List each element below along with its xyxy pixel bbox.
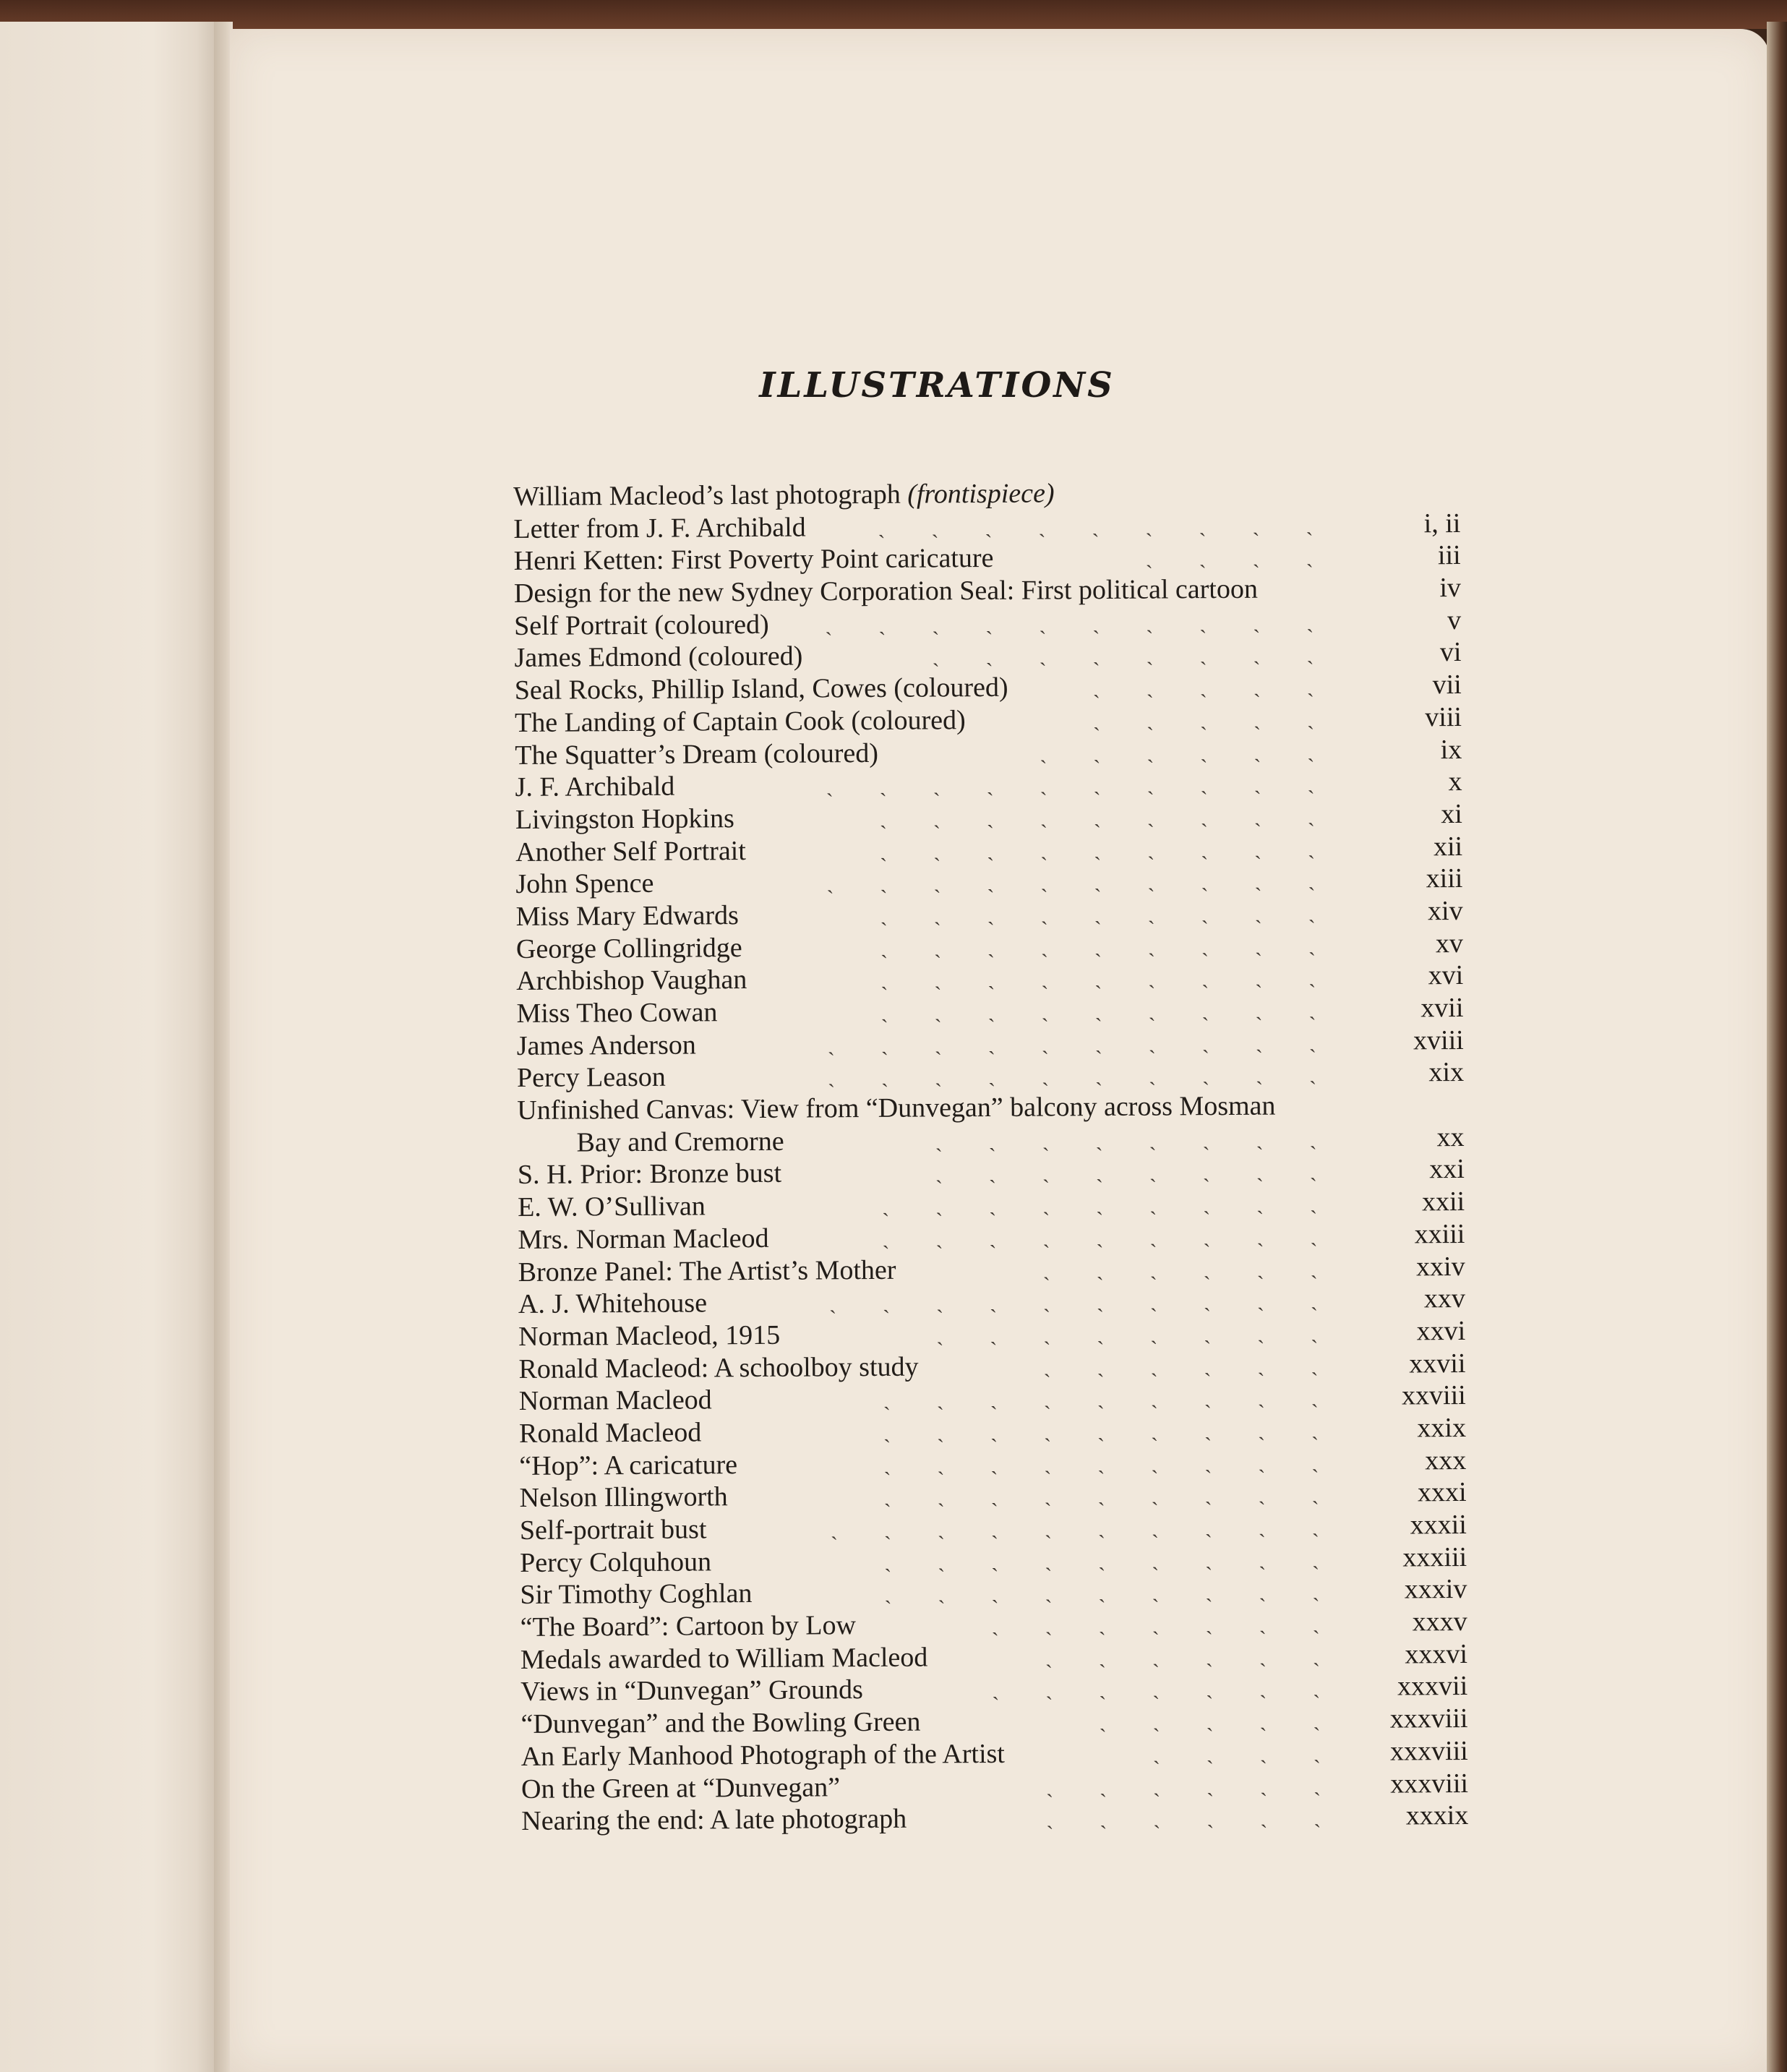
- page-number: xxii: [1421, 1186, 1465, 1217]
- list-item: [519, 1379, 1466, 1418]
- illustration-title: Letter from J. F. Archibald: [513, 512, 806, 544]
- page-number: x: [1448, 766, 1462, 797]
- page-number: xxiii: [1414, 1218, 1465, 1250]
- list-item: [518, 1186, 1465, 1224]
- list-item: [518, 1250, 1465, 1288]
- list-item: [518, 1153, 1465, 1191]
- dot-leader: ˏˏˏˏˏˏ: [1046, 1804, 1368, 1830]
- dot-leader: ˏˏˏˏˏˏˏˏ: [932, 641, 1360, 667]
- illustrations-list: [513, 475, 1468, 1838]
- dot-leader: ˏˏˏˏˏˏˏˏˏ: [882, 1189, 1364, 1217]
- page-number: xxvi: [1416, 1315, 1466, 1347]
- page-number: xix: [1428, 1057, 1465, 1088]
- book-cover-edge: [0, 0, 1787, 29]
- dot-leader: ˏˏˏˏˏˏˏˏˏ: [880, 964, 1363, 991]
- page-number: xvii: [1420, 992, 1464, 1024]
- page-edge: [1767, 22, 1787, 2072]
- illustration-title: Views in “Dunvegan” Grounds: [520, 1674, 864, 1708]
- dot-leader: ˏˏˏˏˏˏˏˏˏ: [882, 1222, 1364, 1249]
- page-number: xxiv: [1415, 1251, 1465, 1282]
- dot-leader: ˏˏˏˏˏˏˏˏˏ: [883, 1481, 1366, 1508]
- list-item: [519, 1444, 1466, 1483]
- page-number: i, ii: [1423, 508, 1461, 539]
- page-number: vi: [1439, 637, 1462, 668]
- illustration-title: The Landing of Captain Cook (coloured): [514, 704, 966, 738]
- illustration-title: Nelson Illingworth: [519, 1481, 728, 1514]
- list-item: [514, 636, 1461, 675]
- page-number: xi: [1441, 798, 1462, 830]
- page-number: xxv: [1423, 1283, 1466, 1314]
- illustration-title: The Squatter’s Dream (coloured): [515, 737, 879, 771]
- illustration-title: Livingston Hopkins: [515, 803, 734, 835]
- page-number: xxxiii: [1402, 1541, 1467, 1573]
- dot-leader: ˏˏˏˏˏˏˏ: [991, 1609, 1366, 1637]
- page-number: xxix: [1417, 1412, 1467, 1444]
- list-item: [516, 928, 1463, 966]
- list-item: [516, 959, 1463, 998]
- dot-leader: ˏˏˏˏˏˏˏˏˏ: [884, 1577, 1366, 1605]
- list-item: [520, 1573, 1467, 1611]
- list-item: [518, 1218, 1465, 1257]
- page-number: ix: [1440, 734, 1462, 765]
- list-item: [515, 766, 1462, 804]
- page-number: xxvii: [1409, 1348, 1466, 1379]
- list-item: [515, 798, 1462, 836]
- list-item: [521, 1735, 1468, 1773]
- list-item: [516, 992, 1463, 1030]
- list-item: [514, 604, 1461, 643]
- list-item: [519, 1412, 1466, 1450]
- dot-leader: ˏˏˏˏˏˏˏˏ: [935, 1125, 1363, 1152]
- list-item: [518, 1348, 1465, 1386]
- illustration-title: Mrs. Norman Macleod: [518, 1223, 769, 1255]
- dot-leader: ˏˏˏˏˏˏˏˏˏ: [880, 899, 1362, 926]
- list-item: [514, 572, 1461, 610]
- dot-leader: ˏˏˏˏˏˏˏˏ: [936, 1319, 1365, 1346]
- list-item: [517, 1024, 1464, 1063]
- page-number: xxx: [1425, 1444, 1467, 1476]
- illustration-title: James Anderson: [516, 1029, 696, 1061]
- illustration-title: Norman Macleod: [518, 1384, 712, 1417]
- page-number: xxxviii: [1389, 1735, 1468, 1767]
- illustration-note: (frontispiece): [900, 478, 1055, 510]
- dot-leader: ˏˏˏˏˏˏ: [1045, 1642, 1367, 1669]
- list-item: [520, 1703, 1467, 1741]
- list-item: [515, 701, 1462, 740]
- page-title: ILLUSTRATIONS: [759, 365, 1115, 406]
- dot-leader: ˏˏˏˏˏˏ: [1043, 1351, 1365, 1378]
- illustration-title: Design for the new Sydney Corporation Seal: First political cartoon: [513, 573, 1259, 609]
- dot-leader: ˏˏˏˏˏ: [1099, 1706, 1367, 1733]
- dot-leader: ˏˏˏˏˏˏˏˏˏˏ: [827, 1028, 1363, 1056]
- list-item: [520, 1509, 1467, 1547]
- list-item: [521, 1799, 1468, 1838]
- list-item: [517, 1056, 1464, 1095]
- illustration-title: Self Portrait (coloured): [514, 609, 769, 641]
- illustration-title: E. W. O’Sullivan: [518, 1191, 706, 1223]
- left-page: [0, 22, 218, 2072]
- page-number: xxi: [1429, 1154, 1465, 1185]
- illustration-title: An Early Manhood Photograph of the Artist: [520, 1738, 1006, 1772]
- list-item: [513, 475, 1460, 513]
- dot-leader: ˏˏˏˏˏˏˏˏˏ: [883, 1448, 1366, 1476]
- dot-leader: ˏˏˏˏˏ: [1092, 672, 1360, 699]
- list-item: [515, 862, 1462, 901]
- page-number: xxxv: [1412, 1606, 1467, 1638]
- illustration-title: James Edmond (coloured): [514, 641, 803, 674]
- page-number: vii: [1432, 669, 1462, 701]
- list-item: [519, 1476, 1466, 1515]
- page-number: xxxviii: [1389, 1703, 1468, 1734]
- dot-leader: ˏˏˏˏˏˏˏˏˏˏ: [826, 867, 1362, 894]
- page-number: viii: [1425, 701, 1462, 733]
- illustration-title: Henri Ketten: First Poverty Point caricature: [513, 543, 994, 577]
- page-number: xxviii: [1401, 1380, 1466, 1411]
- list-item: [520, 1606, 1467, 1644]
- illustration-title: S. H. Prior: Bronze bust: [517, 1158, 782, 1191]
- list-item: [515, 733, 1462, 771]
- dot-leader: ˏˏˏˏˏˏˏ: [992, 1674, 1367, 1701]
- illustration-title: John Spence: [515, 868, 654, 900]
- illustration-title: A. J. Whitehouse: [518, 1288, 708, 1320]
- page-number: xxxiv: [1404, 1574, 1467, 1605]
- dot-leader: ˏˏˏˏˏˏˏˏˏ: [880, 931, 1363, 959]
- page-number: xii: [1433, 831, 1463, 862]
- list-item: [516, 895, 1463, 933]
- page-number: xv: [1435, 928, 1464, 959]
- list-item: [517, 1089, 1464, 1127]
- page-number: xxxvii: [1397, 1671, 1468, 1702]
- illustration-title: Miss Mary Edwards: [515, 900, 740, 932]
- dot-leader: ˏˏˏˏˏˏˏˏˏ: [883, 1384, 1365, 1411]
- illustration-title: Bronze Panel: The Artist’s Mother: [518, 1254, 896, 1288]
- illustration-title: Self-portrait bust: [519, 1514, 707, 1546]
- illustration-title: George Collingridge: [515, 932, 742, 964]
- page-number: xxxviii: [1390, 1768, 1469, 1799]
- illustration-title: J. F. Archibald: [515, 771, 675, 803]
- page-number: xiii: [1426, 863, 1463, 894]
- list-item: [515, 669, 1462, 707]
- illustration-title: Unfinished Canvas: View from “Dunvegan” balcony across Mosman: [517, 1090, 1276, 1126]
- dot-leader: ˏˏˏˏˏˏˏˏˏˏ: [825, 608, 1360, 636]
- page-number: xxxii: [1410, 1509, 1467, 1541]
- dot-leader: ˏˏˏˏˏˏˏˏˏ: [883, 1416, 1366, 1443]
- dot-leader: ˏˏˏˏˏˏˏˏˏˏ: [826, 770, 1361, 797]
- dot-leader: ˏˏˏˏˏˏˏˏˏ: [879, 802, 1361, 829]
- page-number: v: [1447, 604, 1462, 635]
- page-number: xxxvi: [1405, 1638, 1468, 1670]
- list-item: [517, 1121, 1464, 1160]
- page-number: xviii: [1413, 1024, 1464, 1056]
- page-number: xiv: [1427, 895, 1463, 927]
- list-item: [520, 1670, 1467, 1708]
- illustration-title: Archbishop Vaughan: [516, 964, 747, 997]
- dot-leader: ˏˏˏˏ: [1145, 544, 1360, 570]
- illustration-title: Seal Rocks, Phillip Island, Cowes (coloured): [514, 672, 1008, 706]
- illustration-title: Ronald Macleod: A schoolboy study: [518, 1351, 919, 1384]
- dot-leader: ˏˏˏˏˏˏˏˏˏˏ: [830, 1512, 1366, 1541]
- dot-leader: ˏˏˏˏˏ: [1092, 705, 1361, 731]
- list-item: [521, 1767, 1468, 1805]
- list-item: [515, 831, 1462, 869]
- page-number: iv: [1439, 573, 1462, 604]
- illustration-title: Medals awarded to William Macleod: [520, 1642, 928, 1675]
- list-item: [514, 539, 1461, 578]
- page-number: xvi: [1428, 960, 1464, 991]
- list-item: [518, 1315, 1465, 1353]
- illustration-title: William Macleod’s last photograph (frontispiece): [513, 478, 1055, 512]
- dot-leader: ˏˏˏˏˏˏˏˏˏ: [884, 1545, 1366, 1572]
- list-item: [520, 1541, 1467, 1580]
- dot-leader: ˏˏˏˏˏˏˏˏ: [935, 1157, 1363, 1184]
- list-item: [513, 508, 1460, 546]
- illustration-title: Nearing the end: A late photograph: [521, 1803, 907, 1837]
- illustration-title: On the Green at “Dunvegan”: [520, 1771, 841, 1805]
- list-item: [518, 1283, 1465, 1321]
- dot-leader: ˏˏˏˏˏˏˏˏˏ: [880, 834, 1362, 862]
- dot-leader: ˏˏˏˏˏˏˏˏˏ: [880, 996, 1363, 1023]
- dot-leader: ˏˏˏˏˏˏ: [1040, 737, 1361, 764]
- list-item: [520, 1638, 1467, 1677]
- illustration-title: “Hop”: A caricature: [519, 1449, 738, 1481]
- illustration-title: Norman Macleod, 1915: [518, 1319, 781, 1352]
- dot-leader: ˏˏˏˏˏˏˏˏˏ: [878, 511, 1360, 539]
- dot-leader: ˏˏˏˏˏˏ: [1045, 1771, 1368, 1798]
- page-number: iii: [1437, 540, 1461, 571]
- page-number: [1366, 475, 1460, 476]
- page-number: xxxix: [1405, 1800, 1469, 1831]
- illustration-title: Ronald Macleod: [518, 1417, 702, 1449]
- page-number: xxxi: [1417, 1477, 1467, 1508]
- illustration-title: Bay and Cremorne: [576, 1126, 784, 1158]
- dot-leader: ˏˏˏˏ: [1152, 1739, 1367, 1765]
- illustration-title: Sir Timothy Coghlan: [520, 1578, 753, 1611]
- illustration-title: Percy Colquhoun: [520, 1546, 712, 1578]
- dot-leader: ˏˏˏˏˏˏˏˏˏˏ: [828, 1287, 1365, 1314]
- illustration-title: Another Self Portrait: [515, 835, 746, 868]
- illustration-title: Percy Leason: [516, 1062, 666, 1094]
- dot-leader: ˏˏˏˏˏˏˏˏˏˏ: [828, 1061, 1363, 1088]
- page-number: xx: [1436, 1121, 1465, 1152]
- illustration-title: Miss Theo Cowan: [516, 997, 718, 1029]
- dot-leader: ˏˏˏˏˏˏ: [1042, 1254, 1364, 1281]
- illustration-title: “Dunvegan” and the Bowling Green: [520, 1706, 921, 1740]
- illustration-title: “The Board”: Cartoon by Low: [520, 1610, 857, 1643]
